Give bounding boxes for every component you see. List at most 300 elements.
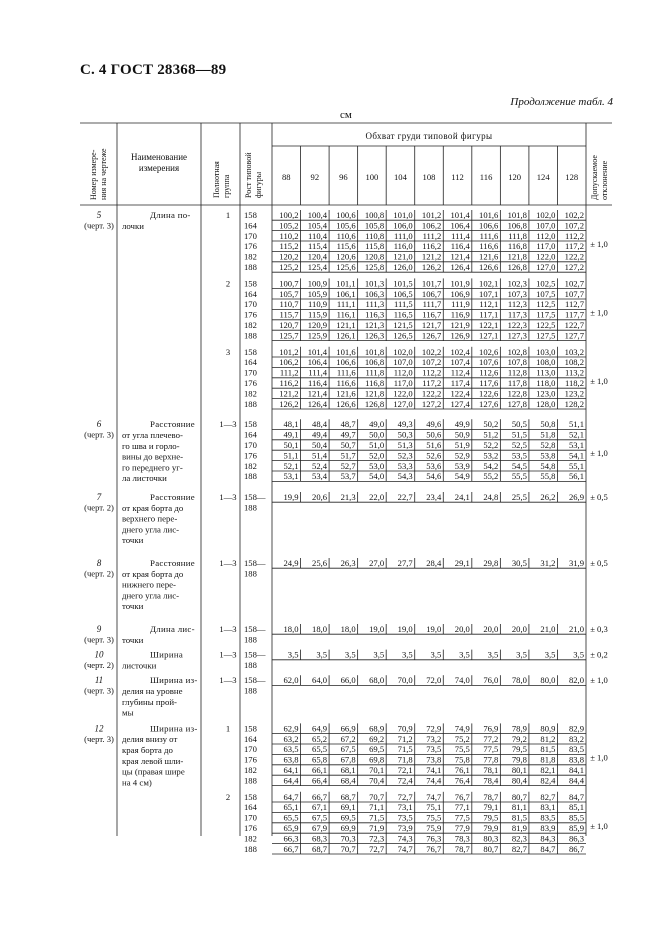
table-cell: 71,5 [369, 812, 385, 823]
header-tolerance: отклонение [600, 160, 609, 200]
table-cell: 52,5 [511, 440, 527, 450]
table-cell: 50,0 [369, 429, 385, 440]
fullness-group: 2 [225, 791, 231, 802]
table-cell: 68,1 [340, 765, 356, 775]
table-cell: 111,1 [336, 299, 356, 310]
measurement-name-line: точки [122, 535, 144, 546]
figure-height: 188 [244, 775, 257, 786]
table-cell: 72,7 [369, 843, 385, 854]
figure-height: 176 [244, 378, 257, 388]
fullness-group: 1—3 [219, 649, 237, 660]
measurement-name-line: делия внизу от [122, 734, 178, 745]
table-cell: 121,5 [393, 320, 413, 330]
table-cell: 54,9 [454, 471, 470, 482]
table-cell: 74,7 [426, 791, 442, 802]
measurement-name-line: ла листочки [122, 473, 167, 484]
fullness-group: 2 [225, 278, 231, 289]
table-cell: 83,1 [540, 802, 556, 813]
table-cell: 121,6 [336, 388, 356, 399]
table-cell: 102,2 [421, 346, 442, 357]
table-cell: 50,9 [454, 429, 470, 440]
table-cell: 52,8 [540, 440, 556, 450]
table-cell: 102,0 [393, 346, 413, 357]
table-cell: 82,9 [568, 723, 584, 734]
table-cell: 121,3 [364, 320, 385, 330]
table-cell: 84,1 [568, 765, 584, 775]
measurement-name-line: вины до верхне- [122, 451, 184, 462]
table-cell: 74,7 [397, 843, 413, 854]
table-cell: 105,9 [307, 288, 328, 299]
figure-height: 188 [244, 398, 257, 409]
figure-height: 164 [244, 429, 257, 440]
table-cell: 126,7 [421, 330, 442, 341]
table-cell: 105,6 [336, 220, 356, 231]
table-cell: 117,1 [479, 309, 499, 320]
table-cell: 126,6 [336, 398, 356, 409]
table-cell: 126,9 [450, 330, 470, 341]
table-cell: 121,8 [507, 251, 527, 262]
table-cell: 52,1 [283, 460, 299, 471]
table-cell: 53,4 [312, 471, 328, 482]
table-cell: 71,2 [397, 733, 413, 744]
table-cell: 51,4 [312, 450, 328, 461]
figure-height: 182 [244, 833, 257, 844]
table-cell: 121,6 [479, 251, 499, 262]
table-cell: 20,0 [454, 624, 470, 634]
table-cell: 52,6 [426, 450, 442, 461]
table-cell: 83,9 [540, 823, 556, 833]
table-cell: 126,5 [393, 330, 413, 341]
table-cell: 106,6 [479, 220, 499, 231]
table-cell: 73,5 [426, 744, 442, 755]
tolerance-value: ± 1,0 [590, 752, 608, 763]
table-cell: 116,6 [336, 378, 356, 388]
table-cell: 50,8 [540, 419, 556, 430]
figure-height: 158— [244, 492, 266, 502]
table-cell: 69,9 [340, 823, 356, 833]
fullness-group: 3 [225, 346, 231, 357]
table-cell: 78,1 [483, 765, 499, 775]
measurement-drawing-ref: (черт. 3) [84, 220, 114, 231]
table-cell: 101,8 [507, 210, 527, 220]
header-figure-height: Рост типовой [244, 152, 253, 198]
table-cell: 19,0 [369, 624, 385, 634]
table-cell: 123,2 [564, 388, 584, 399]
table-cell: 122,2 [421, 388, 442, 399]
table-cell: 121,1 [336, 320, 356, 330]
table-cell: 55,2 [483, 471, 499, 482]
table-cell: 3,5 [459, 649, 470, 660]
table-cell: 72,3 [369, 833, 385, 844]
table-cell: 3,5 [516, 649, 527, 660]
table-cell: 123,0 [536, 388, 556, 399]
table-cell: 64,7 [283, 791, 299, 802]
fullness-group: 1—3 [219, 675, 237, 686]
table-cell: 63,5 [283, 744, 299, 755]
table-cell: 107,5 [536, 288, 556, 299]
table-cell: 117,0 [393, 378, 413, 388]
table-cell: 112,1 [479, 299, 499, 310]
table-cell: 101,2 [421, 210, 442, 220]
table-cell: 121,8 [364, 388, 385, 399]
header-chest-value: 120 [508, 172, 522, 182]
table-cell: 81,5 [540, 744, 556, 755]
table-cell: 76,1 [454, 765, 470, 775]
table-cell: 125,7 [279, 330, 299, 341]
measurement-drawing-ref: (черт. 3) [84, 429, 114, 440]
table-cell: 122,8 [507, 388, 527, 399]
table-cell: 86,3 [568, 833, 584, 844]
table-cell: 122,0 [393, 388, 413, 399]
measurement-name-line: го шва и горло- [122, 440, 180, 451]
table-cell: 110,9 [308, 299, 328, 310]
table-cell: 112,0 [393, 367, 413, 378]
table-cell: 52,9 [454, 450, 470, 461]
measurement-number: 6 [96, 419, 102, 430]
table-cell: 49,6 [426, 419, 442, 430]
table-cell: 67,5 [312, 812, 328, 823]
table-cell: 127,2 [421, 398, 442, 409]
figure-height: 158 [244, 346, 257, 357]
table-cell: 70,1 [369, 765, 385, 775]
table-cell: 80,7 [511, 791, 527, 802]
header-tolerance: Допускаемое [590, 155, 599, 200]
table-cell: 107,6 [479, 357, 499, 368]
table-cell: 19,0 [397, 624, 413, 634]
table-cell: 75,8 [454, 754, 470, 765]
table-cell: 49,3 [397, 419, 413, 430]
table-cell: 71,9 [369, 823, 385, 833]
table-cell: 71,1 [369, 802, 385, 813]
table-cell: 53,6 [426, 460, 442, 471]
table-cell: 18,0 [340, 624, 356, 634]
table-cell: 69,8 [369, 754, 385, 765]
table-cell: 117,7 [564, 309, 584, 320]
table-cell: 77,2 [483, 733, 499, 744]
table-cell: 120,6 [336, 251, 356, 262]
table-cell: 69,5 [340, 812, 356, 823]
table-cell: 70,9 [397, 723, 413, 734]
table-cell: 3,5 [344, 649, 356, 660]
tolerance-value: ± 1,0 [590, 239, 608, 249]
table-cell: 101,3 [364, 278, 385, 289]
table-cell: 79,1 [483, 802, 499, 813]
table-cell: 108,0 [536, 357, 556, 368]
table-cell: 101,6 [336, 346, 356, 357]
tolerance-value: ± 0,5 [590, 492, 608, 502]
fullness-group: 1—3 [219, 492, 237, 502]
table-cell: 73,1 [397, 802, 413, 813]
table-cell: 128,2 [564, 398, 584, 409]
table-cell: 127,0 [393, 398, 413, 409]
table-cell: 68,3 [312, 833, 328, 844]
table-cell: 26,2 [540, 492, 556, 502]
table-cell: 116,2 [422, 241, 442, 252]
table-cell: 51,9 [454, 440, 470, 450]
table-cell: 110,8 [365, 230, 385, 241]
tolerance-value: ± 1,0 [590, 820, 608, 831]
table-cell: 74,1 [426, 765, 442, 775]
table-cell: 68,9 [369, 723, 385, 734]
table-cell: 107,0 [393, 357, 413, 368]
table-cell: 73,5 [397, 812, 413, 823]
table-cell: 125,9 [307, 330, 328, 341]
table-cell: 111,8 [508, 230, 527, 241]
header-chest-value: 96 [339, 172, 348, 182]
header-chest-girth: Обхват груди типовой фигуры [365, 131, 493, 141]
table-cell: 120,4 [307, 251, 328, 262]
table-cell: 71,8 [397, 754, 413, 765]
table-cell: 77,8 [483, 754, 499, 765]
table-cell: 101,2 [279, 346, 299, 357]
table-cell: 111,4 [308, 367, 328, 378]
table-cell: 112,5 [536, 299, 556, 310]
table-cell: 105,2 [279, 220, 299, 231]
measurement-name-line: от угла плечево- [122, 430, 183, 440]
table-cell: 49,9 [454, 419, 470, 430]
table-cell: 126,0 [393, 262, 413, 272]
table-cell: 82,4 [540, 775, 556, 786]
figure-height: 188 [244, 843, 257, 854]
table-cell: 48,7 [340, 419, 356, 430]
table-cell: 70,3 [340, 833, 356, 844]
figure-height: 158— [244, 649, 266, 660]
measurement-name-line: глубины прой- [122, 696, 177, 707]
table-cell: 82,7 [540, 791, 556, 802]
table-cell: 76,3 [426, 833, 442, 844]
measurement-name-line: на 4 см) [122, 777, 152, 788]
measurement-drawing-ref: (черт. 3) [84, 685, 114, 696]
table-cell: 127,1 [479, 330, 499, 341]
figure-height: 170 [244, 230, 257, 241]
table-cell: 63,2 [283, 733, 299, 744]
table-cell: 56,1 [568, 471, 584, 482]
table-cell: 51,7 [340, 450, 356, 461]
table-cell: 74,3 [397, 833, 413, 844]
table-cell: 102,5 [536, 278, 556, 289]
measurement-name-line: края борта до [122, 745, 173, 755]
table-cell: 53,0 [369, 460, 385, 471]
table-cell: 72,0 [426, 675, 442, 686]
table-cell: 100,6 [336, 210, 356, 220]
table-cell: 63,8 [283, 754, 299, 765]
table-cell: 112,3 [507, 299, 527, 310]
table-cell: 82,3 [511, 833, 527, 844]
table-cell: 19,9 [283, 492, 299, 502]
measurement-number: 8 [96, 558, 102, 568]
table-cell: 55,5 [511, 471, 527, 482]
table-cell: 53,8 [540, 450, 556, 461]
figure-height: 188 [244, 330, 257, 341]
table-cell: 64,9 [312, 723, 328, 734]
table-cell: 102,7 [564, 278, 584, 289]
table-cell: 66,0 [340, 675, 356, 686]
table-cell: 126,2 [421, 262, 442, 272]
figure-height: 188 [244, 660, 257, 671]
fullness-group: 1—3 [219, 558, 237, 568]
table-cell: 52,1 [568, 429, 584, 440]
table-cell: 121,7 [421, 320, 442, 330]
table-continuation-label: Продолжение табл. 4 [510, 96, 613, 108]
table-cell: 51,5 [511, 429, 527, 440]
measurement-drawing-ref: (черт. 3) [84, 634, 114, 645]
table-cell: 82,0 [568, 675, 584, 686]
measurement-name-line: Ширина из- [150, 723, 198, 734]
table-cell: 107,7 [564, 288, 584, 299]
table-cell: 78,4 [483, 775, 499, 786]
table-cell: 122,2 [564, 251, 584, 262]
table-cell: 74,0 [454, 675, 470, 686]
table-cell: 106,8 [507, 220, 527, 231]
table-cell: 126,2 [279, 398, 299, 409]
table-cell: 116,7 [422, 309, 442, 320]
table-cell: 102,8 [507, 346, 527, 357]
figure-height: 170 [244, 744, 257, 755]
figure-height: 176 [244, 241, 257, 252]
table-cell: 100,2 [279, 210, 299, 220]
table-cell: 80,7 [483, 843, 499, 854]
table-cell: 50,1 [283, 440, 299, 450]
table-cell: 101,7 [421, 278, 442, 289]
table-cell: 54,3 [397, 471, 413, 482]
table-cell: 3,5 [430, 649, 442, 660]
table-cell: 121,4 [307, 388, 328, 399]
table-cell: 53,1 [568, 440, 584, 450]
table-cell: 127,2 [564, 262, 584, 272]
table-cell: 75,2 [454, 733, 470, 744]
table-cell: 125,2 [279, 262, 299, 272]
table-cell: 64,0 [312, 675, 328, 686]
table-cell: 55,8 [540, 471, 556, 482]
table-cell: 53,5 [511, 450, 527, 461]
table-cell: 84,7 [540, 843, 556, 854]
table-cell: 65,1 [283, 802, 299, 813]
table-cell: 64,4 [283, 775, 299, 786]
table-cell: 24,8 [483, 492, 499, 502]
table-cell: 25,6 [312, 558, 328, 568]
table-cell: 115,7 [279, 309, 299, 320]
table-cell: 111,8 [365, 367, 385, 378]
header-measurement-number: Номер измере- [89, 149, 98, 200]
table-cell: 84,7 [568, 791, 584, 802]
measurement-name-line: от края борта до [122, 568, 184, 579]
table-cell: 115,2 [279, 241, 299, 252]
figure-height: 188 [244, 502, 257, 513]
figure-height: 182 [244, 320, 257, 330]
table-cell: 122,6 [479, 388, 499, 399]
table-cell: 122,0 [536, 251, 556, 262]
measurement-name-line: Длина по- [150, 210, 191, 220]
tolerance-value: ± 0,5 [590, 558, 608, 568]
table-cell: 110,7 [279, 299, 299, 310]
table-cell: 50,7 [340, 440, 356, 450]
tolerance-value: ± 0,2 [590, 649, 608, 660]
table-cell: 121,2 [279, 388, 299, 399]
table-cell: 111,2 [279, 367, 299, 378]
table-cell: 127,6 [479, 398, 499, 409]
table-cell: 79,5 [483, 812, 499, 823]
table-cell: 54,6 [426, 471, 442, 482]
measurement-name-line: го переднего уг- [122, 462, 183, 473]
table-cell: 100,4 [307, 210, 328, 220]
measurement-number: 10 [94, 649, 104, 660]
table-cell: 51,0 [369, 440, 385, 450]
measurement-name-line: цы (правая шире [122, 766, 185, 777]
table-cell: 65,5 [312, 744, 328, 755]
table-cell: 26,9 [568, 492, 584, 502]
table-cell: 66,1 [312, 765, 328, 775]
table-cell: 78,7 [454, 843, 470, 854]
header-measurement-name: Наименование [130, 152, 188, 162]
fullness-group: 1—3 [219, 624, 237, 634]
table-cell: 80,1 [511, 765, 527, 775]
table-cell: 106,9 [450, 288, 470, 299]
table-cell: 3,5 [316, 649, 328, 660]
table-cell: 81,2 [540, 733, 556, 744]
header-chest-value: 92 [310, 172, 320, 182]
table-cell: 22,7 [397, 492, 413, 502]
measurement-name-line: Длина лис- [150, 624, 195, 634]
table-cell: 29,8 [483, 558, 499, 568]
table-cell: 117,8 [507, 378, 527, 388]
figure-height: 188 [244, 634, 257, 645]
header-chest-value: 104 [394, 172, 407, 182]
tolerance-value: ± 0,3 [590, 624, 608, 634]
table-cell: 49,4 [312, 429, 328, 440]
table-cell: 3,5 [401, 649, 413, 660]
table-cell: 21,0 [540, 624, 556, 634]
figure-height: 188 [244, 568, 257, 579]
figure-height: 176 [244, 450, 257, 461]
table-cell: 72,9 [426, 723, 442, 734]
table-cell: 105,8 [364, 220, 385, 231]
header-chest-value: 88 [281, 172, 291, 182]
table-cell: 121,0 [393, 251, 413, 262]
figure-height: 158 [244, 278, 257, 289]
measurement-number: 5 [96, 210, 102, 220]
table-cell: 117,4 [450, 378, 470, 388]
table-cell: 81,5 [511, 812, 527, 823]
measurement-name-line: края левой шли- [122, 755, 184, 766]
table-cell: 117,0 [536, 241, 556, 252]
table-cell: 67,9 [312, 823, 328, 833]
table-cell: 115,6 [336, 241, 356, 252]
table-cell: 24,9 [283, 558, 299, 568]
table-cell: 80,4 [511, 775, 527, 786]
table-cell: 117,2 [564, 241, 584, 252]
measurement-name-line: от края борта до [122, 502, 184, 513]
table-cell: 69,5 [369, 744, 385, 755]
table-cell: 117,3 [507, 309, 527, 320]
table-cell: 66,4 [312, 775, 328, 786]
table-cell: 100,8 [364, 210, 385, 220]
table-cell: 27,7 [397, 558, 413, 568]
table-cell: 69,2 [369, 733, 385, 744]
table-cell: 83,5 [540, 812, 556, 823]
figure-height: 170 [244, 812, 257, 823]
table-cell: 75,9 [426, 823, 442, 833]
table-cell: 116,4 [450, 241, 470, 252]
table-cell: 111,4 [451, 230, 470, 241]
table-cell: 110,2 [279, 230, 299, 241]
tolerance-value: ± 1,0 [590, 307, 608, 318]
table-cell: 116,1 [336, 309, 356, 320]
table-cell: 112,6 [479, 367, 499, 378]
figure-height: 158 [244, 210, 257, 220]
table-cell: 106,0 [393, 220, 413, 231]
table-cell: 125,8 [364, 262, 385, 272]
table-cell: 126,4 [450, 262, 470, 272]
